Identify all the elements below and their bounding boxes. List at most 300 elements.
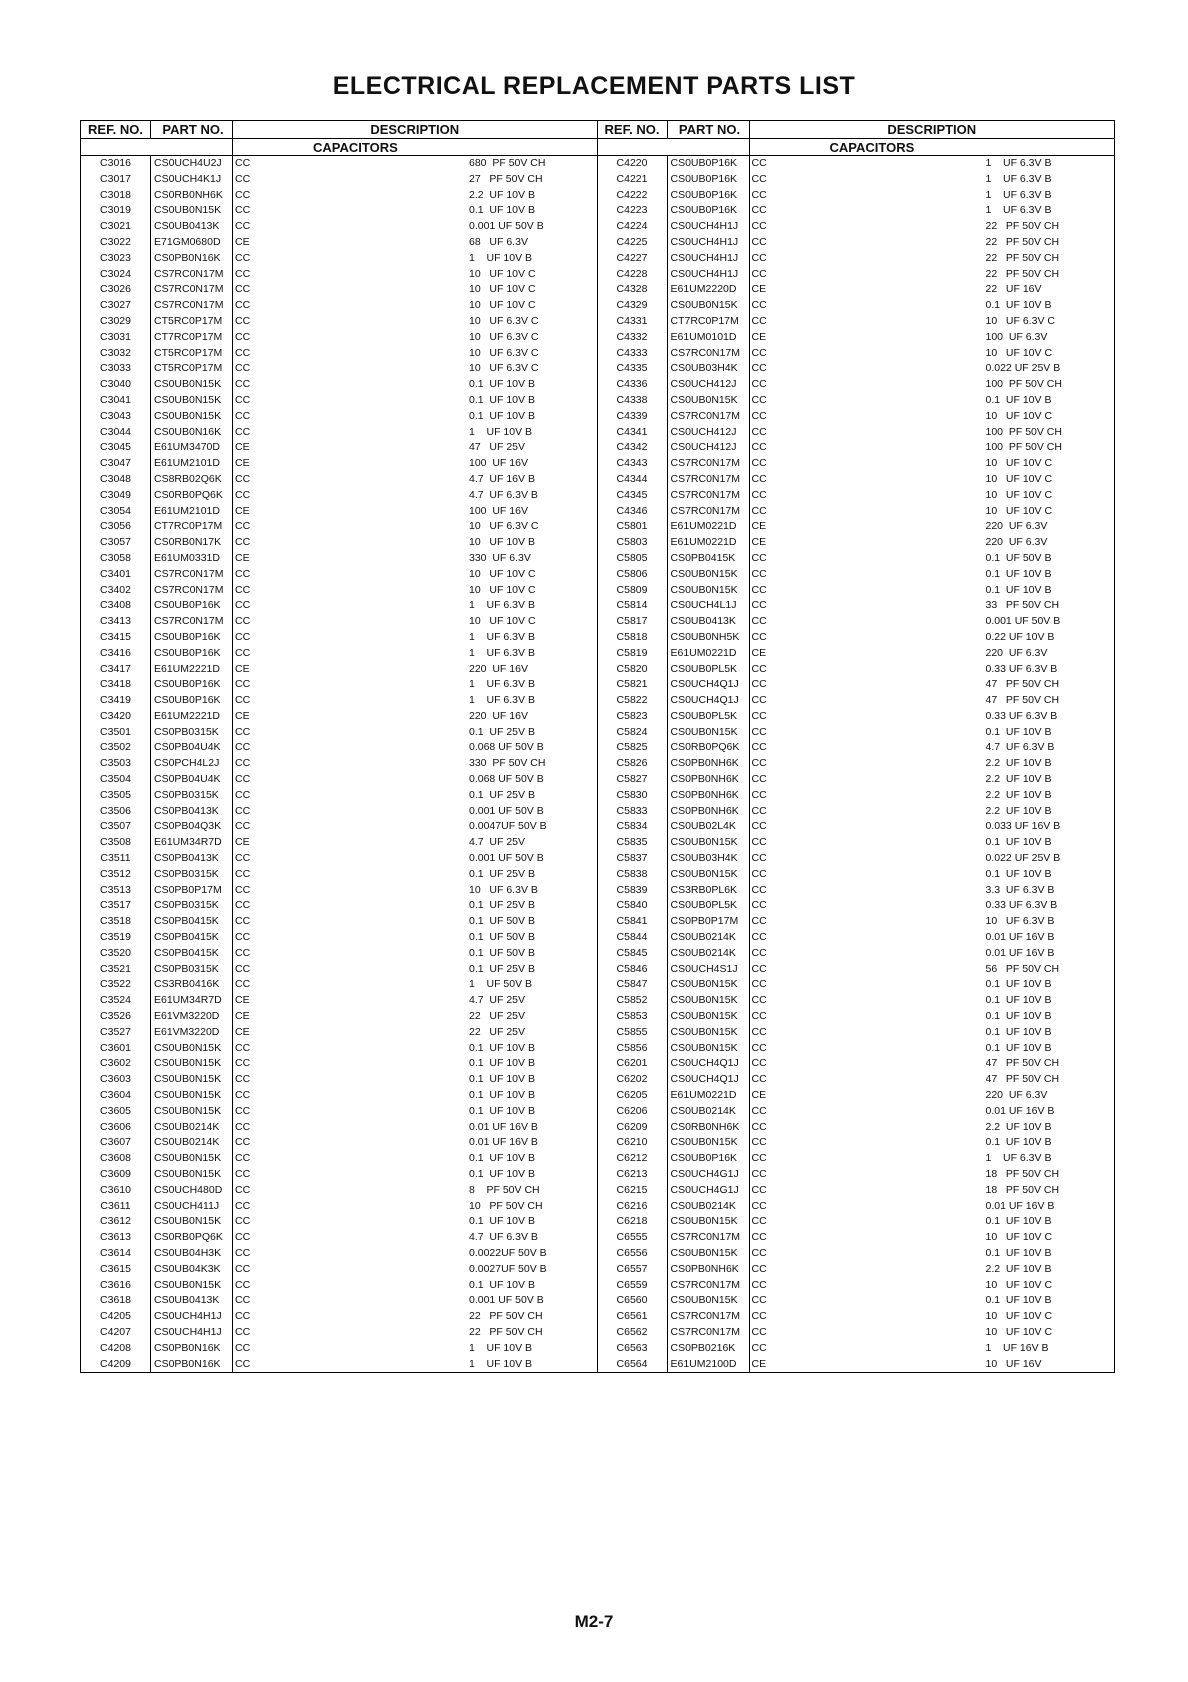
ref-no-cell: C4345	[598, 488, 668, 504]
ref-no-cell: C6206	[598, 1104, 668, 1120]
type-cell: CC	[235, 393, 251, 406]
type-cell: CC	[751, 1168, 767, 1180]
part-no-cell: CS0UB0P16K	[668, 203, 750, 219]
value-cell: 10 UF 10V C	[985, 1231, 1053, 1244]
type-cell: CE	[235, 457, 250, 470]
value-cell: 0.0047UF 50V B	[469, 820, 547, 833]
type-cell: CE	[235, 235, 250, 248]
table-row	[81, 1357, 597, 1373]
type-cell: CC	[235, 409, 251, 422]
value-cell: 2.2 UF 10V B	[985, 773, 1052, 786]
value-cell: 100 PF 50V CH	[985, 441, 1062, 454]
type-cell: CC	[235, 1341, 251, 1354]
type-cell: CC	[751, 267, 767, 280]
ref-no-cell: C6213	[598, 1167, 668, 1183]
ref-no-cell: C3033	[81, 361, 151, 377]
value-cell: 2.2 UF 10V B	[985, 1120, 1052, 1133]
table-row	[598, 472, 1115, 488]
type-cell: CC	[235, 1120, 251, 1133]
ref-no-cell: C3522	[81, 977, 151, 993]
ref-no-cell: C3027	[81, 298, 151, 314]
value-cell: 100 PF 50V CH	[985, 378, 1062, 391]
part-no-cell: CS0UB04K3K	[151, 1262, 233, 1278]
ref-no-cell: C4336	[598, 377, 668, 393]
table-row	[598, 1120, 1115, 1136]
type-cell: CC	[235, 1168, 251, 1180]
part-no-header: PART NO.	[151, 121, 233, 138]
right-rows	[598, 156, 1115, 1372]
table-row	[598, 504, 1115, 520]
table-row	[598, 172, 1115, 188]
part-no-cell: CS0UB0214K	[151, 1120, 233, 1136]
ref-no-cell: C3016	[81, 156, 151, 172]
ref-no-cell: C6564	[598, 1357, 668, 1373]
part-no-cell: CS7RC0N17M	[668, 346, 750, 362]
table-row	[598, 409, 1115, 425]
value-cell: 4.7 UF 6.3V B	[469, 488, 538, 501]
ref-no-cell: C4224	[598, 219, 668, 235]
value-cell: 0.033 UF 16V B	[985, 820, 1061, 833]
ref-no-cell: C3408	[81, 598, 151, 614]
value-cell: 4.7 UF 25V	[469, 836, 526, 849]
type-cell: CC	[235, 362, 251, 375]
value-cell: 330 PF 50V CH	[469, 757, 546, 770]
value-cell: 0.1 UF 10V B	[985, 299, 1052, 312]
ref-no-cell: C3058	[81, 551, 151, 567]
value-cell: 0.1 UF 10V B	[469, 1215, 535, 1228]
table-row	[81, 1246, 597, 1262]
part-no-cell: CS0PCH4L2J	[151, 756, 233, 772]
part-no-cell: CS7RC0N17M	[151, 567, 233, 583]
type-cell: CC	[235, 157, 251, 169]
value-cell: 0.01 UF 16V B	[985, 1104, 1055, 1117]
part-no-cell: CS0UB0P16K	[151, 598, 233, 614]
ref-no-cell: C4205	[81, 1309, 151, 1325]
type-cell: CE	[235, 1010, 250, 1023]
part-no-cell: CS0PB04Q3K	[151, 819, 233, 835]
type-cell: CC	[235, 867, 251, 880]
table-row	[598, 819, 1115, 835]
part-no-cell: CS0RB0N17K	[151, 535, 233, 551]
table-row	[81, 1072, 597, 1088]
value-cell: 0.0027UF 50V B	[469, 1262, 547, 1275]
table-row	[81, 867, 597, 883]
ref-no-cell: C3524	[81, 993, 151, 1009]
value-cell: 0.1 UF 10V B	[469, 204, 535, 217]
type-cell: CE	[751, 1089, 767, 1102]
type-cell: CC	[751, 457, 767, 470]
type-cell: CC	[235, 1183, 251, 1196]
table-row	[598, 930, 1115, 946]
type-cell: CC	[751, 1325, 767, 1338]
left-rows	[81, 156, 597, 1372]
part-no-cell: CS0UCH411J	[151, 1199, 233, 1215]
table-row	[81, 472, 597, 488]
part-no-cell: CS0PB0N16K	[151, 1341, 233, 1357]
part-no-cell: E61UM2100D	[668, 1357, 750, 1373]
type-cell: CC	[751, 915, 767, 928]
ref-no-cell: C3612	[81, 1214, 151, 1230]
part-no-cell: CS0UB0P16K	[151, 630, 233, 646]
type-cell: CC	[751, 441, 767, 454]
type-cell: CC	[751, 741, 767, 754]
type-cell: CC	[235, 1057, 251, 1070]
type-cell: CC	[235, 1310, 251, 1323]
ref-no-cell: C4220	[598, 156, 668, 172]
part-no-cell: E61VM3220D	[151, 1009, 233, 1025]
value-cell: 0.1 UF 10V B	[469, 393, 535, 406]
part-no-cell: CS7RC0N17M	[668, 1278, 750, 1294]
part-no-cell: CS0UB0413K	[668, 614, 750, 630]
table-row	[81, 425, 597, 441]
value-cell: 10 UF 6.3V C	[469, 520, 539, 533]
type-cell: CC	[751, 220, 767, 233]
ref-no-cell: C6216	[598, 1199, 668, 1215]
value-cell: 0.01 UF 16V B	[469, 1136, 538, 1149]
type-cell: CC	[235, 1073, 251, 1086]
part-no-cell: CS0UB0N15K	[668, 867, 750, 883]
value-cell: 1 UF 6.3V B	[985, 157, 1052, 169]
value-cell: 10 UF 10V C	[985, 1310, 1053, 1323]
type-cell: CC	[751, 409, 767, 422]
type-cell: CC	[751, 788, 767, 801]
table-row	[598, 693, 1115, 709]
ref-no-cell: C3057	[81, 535, 151, 551]
ref-no-cell: C5824	[598, 725, 668, 741]
table-row	[81, 835, 597, 851]
part-no-cell: CS0UB02L4K	[668, 819, 750, 835]
value-cell: 2.2 UF 10V B	[985, 757, 1052, 770]
part-no-cell: CS0UCH4Q1J	[668, 1072, 750, 1088]
ref-no-cell: C3607	[81, 1135, 151, 1151]
ref-no-cell: C3417	[81, 662, 151, 678]
table-row	[598, 1183, 1115, 1199]
type-cell: CC	[751, 488, 767, 501]
table-row	[598, 662, 1115, 678]
value-cell: 0.1 UF 10V B	[985, 567, 1052, 580]
ref-no-cell: C6201	[598, 1056, 668, 1072]
ref-no-cell: C6561	[598, 1309, 668, 1325]
part-no-cell: E61UM0221D	[668, 535, 750, 551]
type-cell: CC	[235, 1215, 251, 1228]
type-cell: CC	[751, 472, 767, 485]
value-cell: 220 UF 16V	[469, 662, 528, 675]
value-cell: 0.33 UF 6.3V B	[985, 709, 1058, 722]
ref-no-cell: C3602	[81, 1056, 151, 1072]
table-row	[598, 725, 1115, 741]
type-cell: CC	[751, 820, 767, 833]
ref-no-cell: C4344	[598, 472, 668, 488]
part-no-header: PART NO.	[668, 121, 750, 138]
type-cell: CC	[235, 488, 251, 501]
table-row	[598, 993, 1115, 1009]
table-row	[598, 1214, 1115, 1230]
part-no-cell: CS0UB0214K	[668, 946, 750, 962]
table-row	[598, 1325, 1115, 1341]
parts-table-left	[81, 121, 598, 1372]
ref-no-cell: C4331	[598, 314, 668, 330]
table-row	[598, 883, 1115, 899]
ref-no-cell: C5830	[598, 788, 668, 804]
ref-no-cell: C3022	[81, 235, 151, 251]
value-cell: 680 PF 50V CH	[469, 157, 546, 169]
table-row	[81, 930, 597, 946]
ref-no-cell: C4342	[598, 440, 668, 456]
part-no-cell: CS0UCH4H1J	[151, 1309, 233, 1325]
ref-no-cell: C3603	[81, 1072, 151, 1088]
type-cell: CC	[751, 694, 767, 707]
part-no-cell: CS0PB0NH6K	[668, 1262, 750, 1278]
ref-no-cell: C4221	[598, 172, 668, 188]
part-no-cell: CS0UB0N15K	[668, 1009, 750, 1025]
table-row	[81, 1104, 597, 1120]
ref-no-cell: C6559	[598, 1278, 668, 1294]
table-row	[81, 851, 597, 867]
type-cell: CC	[751, 1246, 767, 1259]
table-row	[81, 393, 597, 409]
table-row	[598, 898, 1115, 914]
type-cell: CC	[235, 883, 251, 896]
ref-no-cell: C5838	[598, 867, 668, 883]
table-row	[598, 156, 1115, 172]
table-row	[81, 330, 597, 346]
type-cell: CC	[751, 1231, 767, 1244]
ref-no-cell: C3601	[81, 1041, 151, 1057]
table-row	[598, 298, 1115, 314]
table-row	[598, 1293, 1115, 1309]
ref-no-cell: C3512	[81, 867, 151, 883]
ref-no-cell: C3527	[81, 1025, 151, 1041]
value-cell: 1 UF 6.3V B	[985, 188, 1052, 201]
ref-no-cell: C4341	[598, 425, 668, 441]
table-row	[598, 440, 1115, 456]
type-cell: CE	[235, 504, 250, 517]
ref-no-cell: C5839	[598, 883, 668, 899]
value-cell: 47 PF 50V CH	[985, 1073, 1060, 1086]
part-no-cell: CS0UCH4U2J	[151, 156, 233, 172]
table-row	[598, 361, 1115, 377]
table-row	[81, 725, 597, 741]
table-row	[81, 1230, 597, 1246]
ref-no-cell: C5852	[598, 993, 668, 1009]
value-cell: 0.1 UF 10V B	[985, 836, 1052, 849]
table-row	[81, 977, 597, 993]
part-no-cell: E61UM2101D	[151, 456, 233, 472]
table-row	[81, 219, 597, 235]
part-no-cell: CS0UCH4H1J	[668, 235, 750, 251]
table-row	[598, 1041, 1115, 1057]
ref-no-cell: C4209	[81, 1357, 151, 1373]
table-header	[598, 121, 1115, 139]
ref-no-cell: C6560	[598, 1293, 668, 1309]
part-no-cell: CS0UB0PL5K	[668, 709, 750, 725]
value-cell: 2.2 UF 10V B	[985, 1262, 1052, 1275]
part-no-cell: CS0PB04U4K	[151, 740, 233, 756]
value-cell: 10 UF 10V C	[469, 583, 536, 596]
part-no-cell: CS0UCH480D	[151, 1183, 233, 1199]
part-no-cell: CS0UB0N15K	[151, 1056, 233, 1072]
value-cell: 0.1 UF 25V B	[469, 725, 535, 738]
type-cell: CC	[235, 536, 251, 549]
type-cell: CE	[235, 441, 250, 454]
table-row	[81, 535, 597, 551]
ref-no-cell: C4222	[598, 188, 668, 204]
type-cell: CE	[235, 662, 250, 675]
type-cell: CC	[751, 1215, 767, 1228]
table-row	[81, 583, 597, 599]
type-cell: CE	[235, 551, 250, 564]
part-no-cell: CS8RB02Q6K	[151, 472, 233, 488]
table-row	[81, 1278, 597, 1294]
value-cell: 10 UF 10V C	[469, 567, 536, 580]
value-cell: 0.1 UF 10V B	[469, 1278, 535, 1291]
ref-no-cell: C5853	[598, 1009, 668, 1025]
part-no-cell: CS0UB0P16K	[668, 172, 750, 188]
value-cell: 22 PF 50V CH	[469, 1325, 543, 1338]
section-label: CAPACITORS	[829, 139, 915, 155]
ref-no-cell: C6205	[598, 1088, 668, 1104]
type-cell: CC	[235, 1278, 251, 1291]
ref-no-cell: C5826	[598, 756, 668, 772]
part-no-cell: CS7RC0N17M	[668, 409, 750, 425]
table-row	[598, 1278, 1115, 1294]
value-cell: 0.1 UF 10V B	[985, 994, 1052, 1007]
part-no-cell: CT5RC0P17M	[151, 314, 233, 330]
part-no-cell: CS0RB0PQ6K	[668, 740, 750, 756]
part-no-cell: CS0UB0P16K	[668, 188, 750, 204]
table-row	[598, 740, 1115, 756]
part-no-cell: E61UM0221D	[668, 646, 750, 662]
table-row	[81, 646, 597, 662]
value-cell: 0.1 UF 10V B	[985, 583, 1052, 596]
value-cell: 1 UF 16V B	[985, 1341, 1049, 1354]
ref-no-cell: C3618	[81, 1293, 151, 1309]
type-cell: CC	[751, 1199, 767, 1212]
table-row	[598, 977, 1115, 993]
part-no-cell: CS0PB0NH6K	[668, 772, 750, 788]
table-row	[598, 756, 1115, 772]
part-no-cell: CS3RB0PL6K	[668, 883, 750, 899]
table-row	[81, 1056, 597, 1072]
value-cell: 1 UF 10V B	[469, 251, 533, 264]
value-cell: 0.1 UF 25V B	[469, 788, 535, 801]
table-row	[598, 946, 1115, 962]
part-no-cell: CS7RC0N17M	[151, 298, 233, 314]
type-cell: CC	[235, 694, 251, 707]
part-no-cell: CS0UB0N15K	[151, 377, 233, 393]
value-cell: 0.1 UF 10V B	[469, 378, 535, 391]
part-no-cell: CS0PB0NH6K	[668, 756, 750, 772]
part-no-cell: CS0UCH4H1J	[668, 219, 750, 235]
type-cell: CC	[751, 204, 767, 217]
part-no-cell: CS0UB0PL5K	[668, 662, 750, 678]
table-row	[81, 1025, 597, 1041]
part-no-cell: CS0PB0N16K	[151, 251, 233, 267]
value-cell: 10 UF 16V	[985, 1357, 1042, 1370]
part-no-cell: CS0RB0PQ6K	[151, 488, 233, 504]
part-no-cell: CS0PB0NH6K	[668, 788, 750, 804]
value-cell: 47 PF 50V CH	[985, 694, 1060, 707]
part-no-cell: CS0UB0N15K	[151, 409, 233, 425]
type-cell: CC	[751, 1294, 767, 1307]
table-row	[598, 1135, 1115, 1151]
table-row	[598, 677, 1115, 693]
type-cell: CE	[751, 520, 767, 533]
ref-no-cell: C6215	[598, 1183, 668, 1199]
value-cell: 18 PF 50V CH	[985, 1168, 1060, 1180]
table-row	[81, 709, 597, 725]
table-row	[81, 1309, 597, 1325]
type-cell: CC	[235, 1262, 251, 1275]
table-row	[81, 298, 597, 314]
part-no-cell: CS0UB0N15K	[668, 298, 750, 314]
value-cell: 0.1 UF 10V B	[985, 725, 1052, 738]
value-cell: 0.1 UF 10V B	[985, 1136, 1052, 1149]
section-row	[598, 139, 1115, 156]
value-cell: 10 UF 10V C	[985, 472, 1053, 485]
table-row	[81, 361, 597, 377]
part-no-cell: CS0UB0N15K	[151, 1088, 233, 1104]
table-row	[598, 772, 1115, 788]
value-cell: 22 PF 50V CH	[985, 251, 1060, 264]
table-row	[81, 946, 597, 962]
part-no-cell: CS0UCH4S1J	[668, 962, 750, 978]
table-row	[81, 1262, 597, 1278]
value-cell: 0.1 UF 10V B	[985, 1025, 1052, 1038]
value-cell: 1 UF 10V B	[469, 1357, 533, 1370]
part-no-cell: CS0PB0315K	[151, 867, 233, 883]
type-cell: CC	[751, 425, 767, 438]
value-cell: 1 UF 6.3V B	[985, 1152, 1052, 1165]
table-row	[81, 282, 597, 298]
ref-no-cell: C5837	[598, 851, 668, 867]
type-cell: CC	[235, 1089, 251, 1102]
part-no-cell: CS0UB0P16K	[151, 677, 233, 693]
value-cell: 0.1 UF 10V B	[469, 1152, 535, 1165]
ref-no-cell: C5834	[598, 819, 668, 835]
type-cell: CC	[751, 551, 767, 564]
table-row	[81, 488, 597, 504]
value-cell: 1 UF 6.3V B	[469, 599, 535, 612]
table-row	[598, 709, 1115, 725]
table-row	[598, 519, 1115, 535]
table-row	[598, 188, 1115, 204]
value-cell: 22 UF 25V	[469, 1025, 526, 1038]
part-no-cell: CS0PB0315K	[151, 962, 233, 978]
value-cell: 0.1 UF 50V B	[985, 551, 1052, 564]
ref-no-cell: C5814	[598, 598, 668, 614]
table-row	[81, 519, 597, 535]
value-cell: 10 UF 10V C	[985, 457, 1053, 470]
table-row	[81, 188, 597, 204]
part-no-cell: CT7RC0P17M	[668, 314, 750, 330]
part-no-cell: CS0PB0315K	[151, 898, 233, 914]
value-cell: 0.001 UF 50V B	[985, 615, 1061, 628]
type-cell: CC	[751, 1136, 767, 1149]
part-no-cell: CS0UCH4H1J	[668, 251, 750, 267]
ref-no-cell: C6557	[598, 1262, 668, 1278]
ref-no-cell: C3040	[81, 377, 151, 393]
value-cell: 0.33 UF 6.3V B	[985, 662, 1058, 675]
value-cell: 1 UF 6.3V B	[469, 646, 535, 659]
ref-no-cell: C5806	[598, 567, 668, 583]
type-cell: CC	[235, 646, 251, 659]
type-cell: CC	[751, 867, 767, 880]
value-cell: 0.1 UF 10V B	[985, 978, 1052, 991]
type-cell: CE	[235, 994, 250, 1007]
table-row	[598, 535, 1115, 551]
ref-no-cell: C3029	[81, 314, 151, 330]
